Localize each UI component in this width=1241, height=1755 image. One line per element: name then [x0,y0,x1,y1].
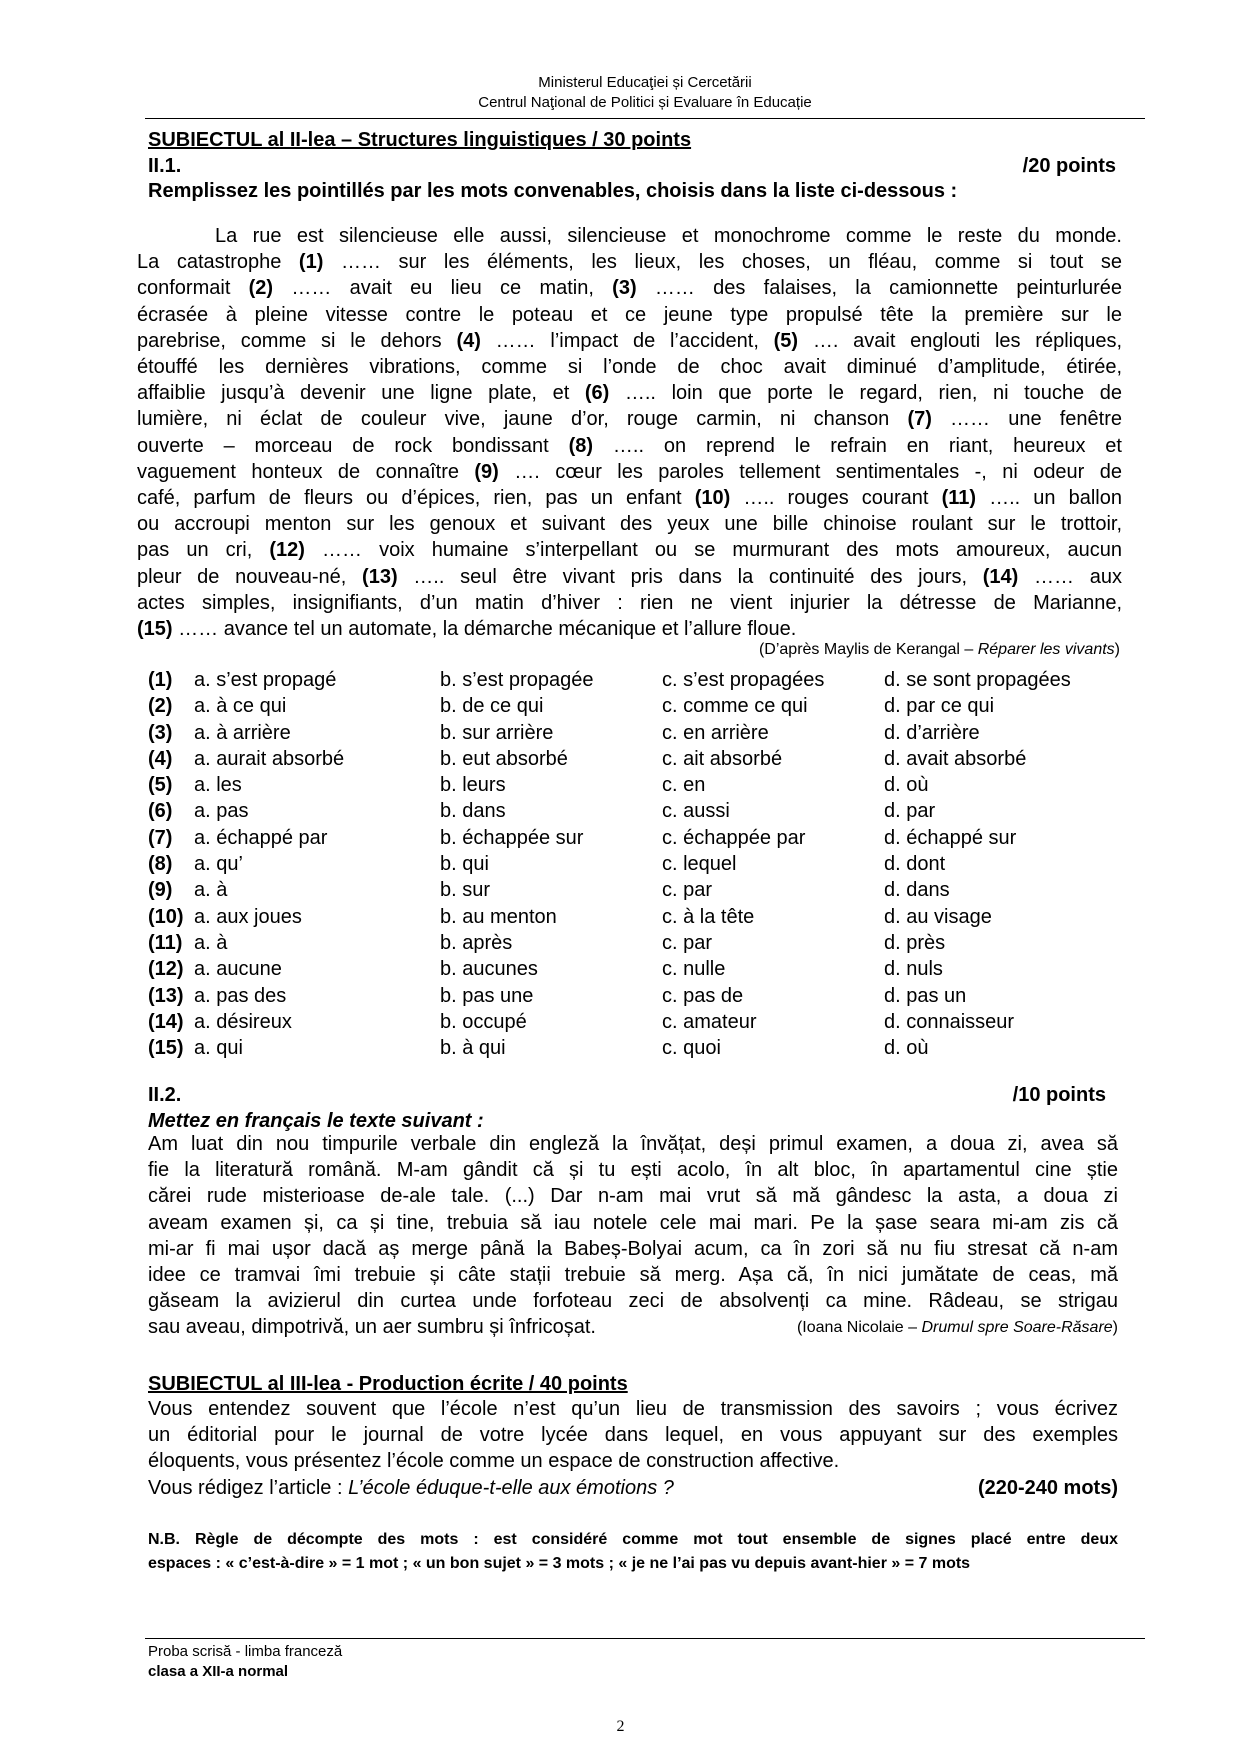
option-b: b. eut absorbé [440,747,568,770]
option-d: d. d’arrière [884,721,980,744]
exercise-1-label: II.1. [148,155,182,177]
option-b: b. leurs [440,774,506,797]
option-b: b. à qui [440,1037,506,1060]
blank-number: (8) [568,434,594,457]
option-c: c. aussi [662,800,730,823]
section-2-title: SUBIECTUL al II-lea – Structures linguistiques / 30 points [148,129,692,151]
option-row [148,904,1120,930]
option-row [148,983,1120,1009]
word-count: (220-240 mots) [977,1477,1118,1499]
text-line: conformait (2) …… avait eu lieu ce matin, (3) …… des falaises, la camionnette peinturlurée [137,277,1122,300]
exercise-2-points: /10 points [1012,1084,1106,1106]
option-d: d. dans [884,879,950,902]
option-number: (9) [148,879,173,902]
nb-line: espaces : « c’est-à-dire » = 1 mot ; « un bon sujet » = 3 mots ; « je ne l’ai pas vu depuis avant-hier » = 7 mots [148,1555,971,1572]
text-line: actes simples, insignifiants, d’un matin d’hiver : rien ne vient injurier la détresse de Marianne, [137,591,1122,614]
option-row [148,693,1120,719]
blank-number: (2) [248,277,274,300]
page-number: 2 [616,1718,625,1735]
option-row [148,956,1120,982]
option-a: a. qui [194,1037,243,1060]
option-d: d. par [884,800,936,823]
option-a: a. pas [194,800,249,823]
blank-number: (6) [584,382,610,405]
option-a: a. à [194,931,228,954]
text-line: fie la literatură română. M-am gândit că și tu ești acolo, în alt bloc, în apartamentul cine știe [148,1159,1118,1182]
text-line: affaiblie jusqu’à devenir une ligne plate, et (6) ….. loin que porte le regard, rien, ni touche de [137,382,1122,405]
option-row [148,798,1120,824]
text-line: pas un cri, (12) …… voix humaine s’interpellant ou se murmurant des mots amoureux, aucun [137,539,1122,562]
option-c: c. à la tête [662,905,755,928]
text-line: idee ce tramvai îmi trebuie și câte stații trebuie să merg. Așa că, în nici jumătate de ceas, mă [148,1264,1118,1287]
exercise-1-instruction: Remplissez les pointillés par les mots convenables, choisis dans la liste ci-dessous : [148,180,958,202]
source-author: (D’après Maylis de Kerangal – [758,641,978,658]
nb-line: N.B. Règle de décompte des mots : est considéré comme mot tout ensemble de signes placé entre deux [148,1531,1118,1548]
exercise-2-source [148,1318,1118,1338]
option-a: a. désireux [194,1010,292,1033]
option-b: b. occupé [440,1010,527,1033]
center-name: Centrul Naţional de Politici și Evaluare în Educație [478,94,812,111]
blank-number: (13) [362,565,398,588]
option-a: a. qu’ [194,853,243,876]
option-b: b. sur arrière [440,721,554,744]
option-row [148,772,1120,798]
option-a: a. échappé par [194,826,328,849]
text-line: Vous entendez souvent que l’école n’est qu’un lieu de transmission des savoirs ; vous écrivez [148,1398,1118,1420]
text-line: café, parfum de fleurs ou d’épices, rien, pas un enfant (10) ….. rouges courant (11) ….. un ballon [137,487,1122,510]
option-d: d. connaisseur [884,1010,1015,1033]
option-c: c. par [662,879,713,902]
essay-prompt-prefix: Vous rédigez l’article : [148,1477,349,1499]
blank-number: (7) [907,408,932,431]
option-c: c. nulle [662,958,726,981]
source-title: Réparer les vivants [977,641,1115,658]
blank-number: (4) [456,329,481,352]
document-header [145,73,1145,113]
option-d: d. avait absorbé [884,747,1027,770]
option-d: d. où [884,1037,929,1060]
option-row [148,1035,1120,1061]
header-divider [145,118,1145,119]
option-b: b. qui [440,853,489,876]
text-line: cărei rude misterioase de-ale tale. (...) Dar n-am mai vrut să mă gândesc la asta, a doua zi [148,1185,1118,1208]
text-line: pleur de nouveau-né, (13) ….. seul être vivant pris dans la continuité des jours, (14) …… aux [137,565,1122,588]
option-row [148,1009,1120,1035]
exercise-2-header [148,1083,1120,1134]
text-line: éloquents, vous présentez l’école comme un espace de construction affective. [148,1450,840,1473]
option-d: d. près [884,931,946,954]
essay-prompt-row [148,1475,1118,1501]
option-number: (15) [148,1037,184,1060]
source-author: (Ioana Nicolaie – [796,1319,922,1336]
option-c: c. s’est propagées [662,669,825,691]
text-line: étouffé les dernières vibrations, comme si l’onde de choc avait diminué d’amplitude, étirée, [137,356,1122,379]
text-line: sau aveau, dimpotrivă, un aer sumbru și înfricoșat. [148,1316,596,1339]
option-a: a. les [194,774,242,797]
option-number: (8) [148,853,173,876]
source-title: Drumul spre Soare-Răsare [921,1319,1113,1336]
blank-number: (11) [941,487,977,510]
option-a: a. à [194,879,228,902]
option-number: (6) [148,800,173,823]
option-number: (13) [148,984,184,1007]
blank-number: (9) [474,460,499,483]
option-c: c. pas de [662,984,744,1007]
option-number: (7) [148,826,173,849]
option-b: b. pas une [440,984,534,1007]
option-number: (1) [148,669,173,691]
class-level: clasa a XII-a normal [148,1663,289,1680]
option-c: c. par [662,931,713,954]
text-line: Am luat din nou timpurile verbale din engleză la învățat, deși primul examen, a doua zi, avea să [148,1133,1118,1155]
option-a: a. à arrière [194,721,291,744]
option-b: b. dans [440,800,506,823]
blank-number: (10) [694,487,731,510]
option-c: c. en [662,774,706,797]
section-3-title: SUBIECTUL al III-lea - Production écrite / 40 points [148,1373,628,1395]
option-a: a. s’est propagé [194,669,337,691]
option-number: (11) [148,931,183,954]
footer-divider [145,1638,1145,1639]
option-row [148,720,1120,746]
option-d: d. nuls [884,958,943,981]
exercise-2-instruction: Mettez en français le texte suivant : [148,1110,484,1132]
text-line: aveam examen și, ca și tine, trebuia să iau notele cele mai mari. Pe la șase seara mi-am zis că [148,1211,1118,1234]
option-a: a. à ce qui [194,695,287,718]
option-a: a. aucune [194,958,282,981]
exam-type: Proba scrisă - limba franceză [148,1643,343,1660]
option-number: (3) [148,721,173,744]
text-line: ouverte – morceau de rock bondissant (8) ….. on reprend le refrain en riant, heureux et [137,434,1122,457]
source-close: ) [1114,641,1120,658]
option-b: b. aucunes [440,958,538,981]
text-line: La rue est silencieuse elle aussi, silencieuse et monochrome comme le reste du monde. [215,225,1122,247]
option-a: a. pas des [194,984,287,1007]
option-c: c. quoi [662,1037,721,1060]
ministry-name: Ministerul Educaţiei și Cercetării [538,74,752,91]
exercise-1-points: /20 points [1022,155,1116,177]
exercise-2-passage [148,1131,1118,1341]
option-d: d. par ce qui [884,695,995,718]
option-c: c. comme ce qui [662,695,808,718]
option-number: (14) [148,1010,184,1033]
exercise-1-passage [137,223,1122,642]
exercise-1-source [137,640,1120,660]
text-line: un éditorial pour le journal de votre lycée dans lequel, en vous appuyant sur des exemples [148,1424,1118,1447]
option-b: b. au menton [440,905,557,928]
option-d: d. se sont propagées [884,669,1071,691]
option-b: b. de ce qui [440,695,544,718]
option-row [148,825,1120,851]
document-footer [148,1642,342,1682]
option-b: b. après [440,931,513,954]
blank-number: (14) [982,565,1019,588]
source-close: ) [1112,1319,1118,1336]
option-number: (2) [148,695,173,718]
word-count-rule [148,1528,1118,1576]
exercise-2-title-row [148,1083,1120,1107]
section-2-header [148,128,1120,204]
text-line: parebrise, comme si le dehors (4) …… l’impact de l’accident, (5) …. avait englouti les répliques, [137,329,1123,352]
options-list [148,667,1120,1061]
option-d: d. dont [884,853,946,876]
text-line: lumière, ni éclat de couleur vive, jaune d’or, rouge carmin, ni chanson (7) …… une fenêtre [137,408,1122,431]
option-c: c. ait absorbé [662,747,783,770]
option-c: c. amateur [662,1010,757,1033]
text-line: ou accroupi menton sur les genoux et suivant des yeux une bille chinoise roulant sur le trottoir, [137,513,1122,536]
exercise-2-label: II.2. [148,1084,182,1106]
option-a: a. aux joues [194,905,302,928]
option-d: d. au visage [884,905,992,928]
option-number: (5) [148,774,173,797]
option-number: (12) [148,958,184,981]
option-row [148,667,1120,693]
text-line: (15) …… avance tel un automate, la démarche mécanique et l’allure floue. [137,618,797,641]
option-row [148,930,1120,956]
option-b: b. sur [440,879,491,902]
option-c: c. échappée par [662,826,806,849]
blank-number: (15) [137,618,173,641]
exercise-1-header [148,154,1120,178]
option-row [148,851,1120,877]
option-c: c. lequel [662,853,737,876]
section-3 [148,1372,1120,1396]
option-d: d. pas un [884,984,967,1007]
option-d: d. échappé sur [884,826,1017,849]
text-line: écrasée à pleine vitesse contre le poteau et ce jeune type propulsé tête la première sur le [137,303,1122,326]
essay-prompt [148,1475,674,1501]
option-row [148,877,1120,903]
option-d: d. où [884,774,929,797]
blank-number: (12) [269,539,305,562]
option-number: (10) [148,905,184,928]
essay-title: L’école éduque-t-elle aux émotions ? [348,1477,674,1499]
option-c: c. en arrière [662,721,769,744]
option-number: (4) [148,747,173,770]
text-line: găseam la avizierul din curtea unde forfoteau zeci de absolvenți ca mine. Râdeau, se strigau [148,1290,1118,1313]
option-a: a. aurait absorbé [194,747,345,770]
option-b: b. échappée sur [440,826,584,849]
text-line: vaguement honteux de connaître (9) …. cœur les paroles tellement sentimentales -, ni odeur de [137,460,1122,483]
blank-number: (1) [298,251,324,274]
blank-number: (3) [612,277,637,300]
text-line: mi-ar fi mai ușor dacă aș merge până la Babeș-Bolyai acum, ca în zori să nu fiu stresat că n-am [148,1237,1118,1260]
section-3-prompt [148,1396,1118,1475]
blank-number: (5) [773,329,799,352]
option-row [148,746,1120,772]
option-b: b. s’est propagée [440,669,594,691]
text-line: La catastrophe (1) …… sur les éléments, les lieux, les choses, un fléau, comme si tout se [137,251,1122,274]
